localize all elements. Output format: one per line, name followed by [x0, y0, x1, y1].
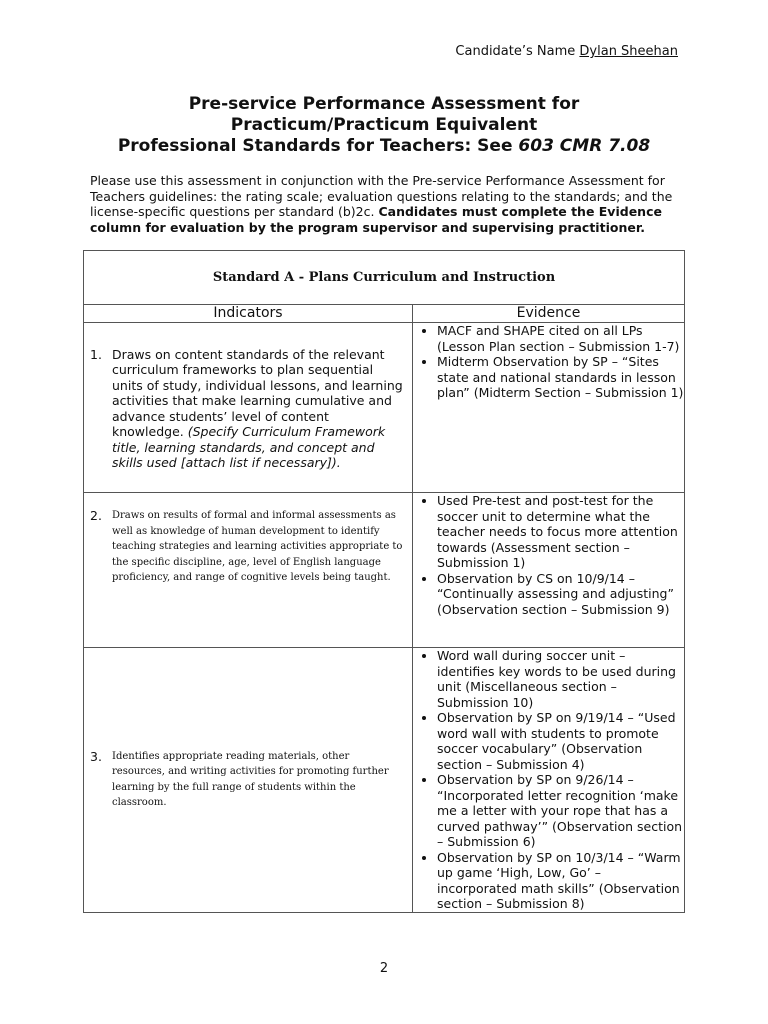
candidate-label: Candidate’s Name: [455, 44, 576, 59]
evidence-cell: [413, 493, 685, 648]
evidence-item: • Observation by SP on 9/19/14 – “Used word wall with students to promote soccer vocabulary” (Observation section – Submission 4): [437, 710, 684, 772]
indicator-text-block: [112, 347, 404, 471]
evidence-cell: [413, 648, 685, 913]
indicator-cell: [84, 648, 413, 913]
evidence-item: • Midterm Observation by SP – “Sites state and national standards in lesson plan” (Midterm Section – Submission 1): [437, 354, 684, 401]
indicator-number: 3.: [90, 748, 102, 764]
indicators-header: Indicators: [84, 305, 413, 323]
evidence-item: • Word wall during soccer unit – identifies key words to be used during unit (Miscellaneous section – Submission 10): [437, 648, 684, 710]
intro-text: Please use this assessment in conjunction with the Pre-service Performance Assessment for Teachers guidelines: the rating scale; evaluation questions relating to the standards; and the license-specific questions per standard (b)2c.: [90, 173, 673, 220]
indicator-cell: [84, 323, 413, 493]
indicator-text: Identifies appropriate reading materials, other resources, and writing activities for promoting further learning by the full range of students within the classroom.: [112, 750, 389, 809]
evidence-list: [413, 648, 684, 912]
title-line-3-text: Professional Standards for Teachers: See: [117, 136, 513, 156]
indicator-number: 2.: [90, 508, 102, 523]
title-line-1: Pre-service Performance Assessment for: [188, 94, 580, 114]
intro-bold-text: Candidates must complete the Evidence column for evaluation by the program supervisor and supervising practitioner.: [90, 204, 662, 235]
table-row: [84, 493, 685, 648]
standard-heading: Standard A - Plans Curriculum and Instruction: [84, 251, 685, 305]
indicator-note: (Specify Curriculum Framework title, learning standards, and concept and skills used [attach list if necessary]).: [112, 424, 386, 470]
evidence-item: • MACF and SHAPE cited on all LPs (Lesson Plan section – Submission 1-7): [437, 323, 684, 354]
table-row: [84, 648, 685, 913]
indicator-cell: [84, 493, 413, 648]
page-number: 2: [379, 961, 389, 976]
page-title: [60, 94, 708, 157]
indicator-text: Draws on results of formal and informal assessments as well as knowledge of human development to identify teaching strategies and learning activities appropriate to the specific discipline, age, level of English language proficiency, and range of cognitive levels being taught.: [112, 510, 403, 583]
evidence-item: • Used Pre-test and post-test for the soccer unit to determine what the teacher needs to focus more attention towards (Assessment section – Submission 1): [437, 493, 684, 571]
indicator-text: Draws on content standards of the relevant curriculum frameworks to plan sequential units of study, individual lessons, and learning activities that make learning cumulative and advance students’ level of content knowledge.: [112, 346, 403, 439]
evidence-item: • Observation by SP on 10/3/14 – “Warm up game ‘High, Low, Go’ – incorporated math skills” (Observation section – Submission 8): [437, 850, 684, 912]
indicator-number: 1.: [90, 346, 102, 362]
table-row: [84, 323, 685, 493]
evidence-item: • Observation by CS on 10/9/14 – “Continually assessing and adjusting” (Observation section – Submission 9): [437, 571, 684, 618]
candidate-name: Dylan Sheehan: [579, 44, 678, 59]
standards-table: [83, 250, 685, 913]
evidence-list: [413, 323, 684, 401]
evidence-list: [413, 493, 684, 617]
candidate-name-line: [455, 44, 678, 59]
evidence-header: Evidence: [413, 305, 685, 323]
title-line-3: [60, 136, 708, 157]
title-line-2: Practicum/Practicum Equivalent: [230, 115, 538, 135]
evidence-cell: [413, 323, 685, 493]
evidence-item: • Observation by SP on 9/26/14 – “Incorporated letter recognition ‘make me a letter with your rope that has a curved pathway’” (Observation section – Submission 6): [437, 772, 684, 850]
intro-paragraph: [90, 173, 690, 235]
title-cmr-ref: 603 CMR 7.08: [518, 136, 651, 156]
